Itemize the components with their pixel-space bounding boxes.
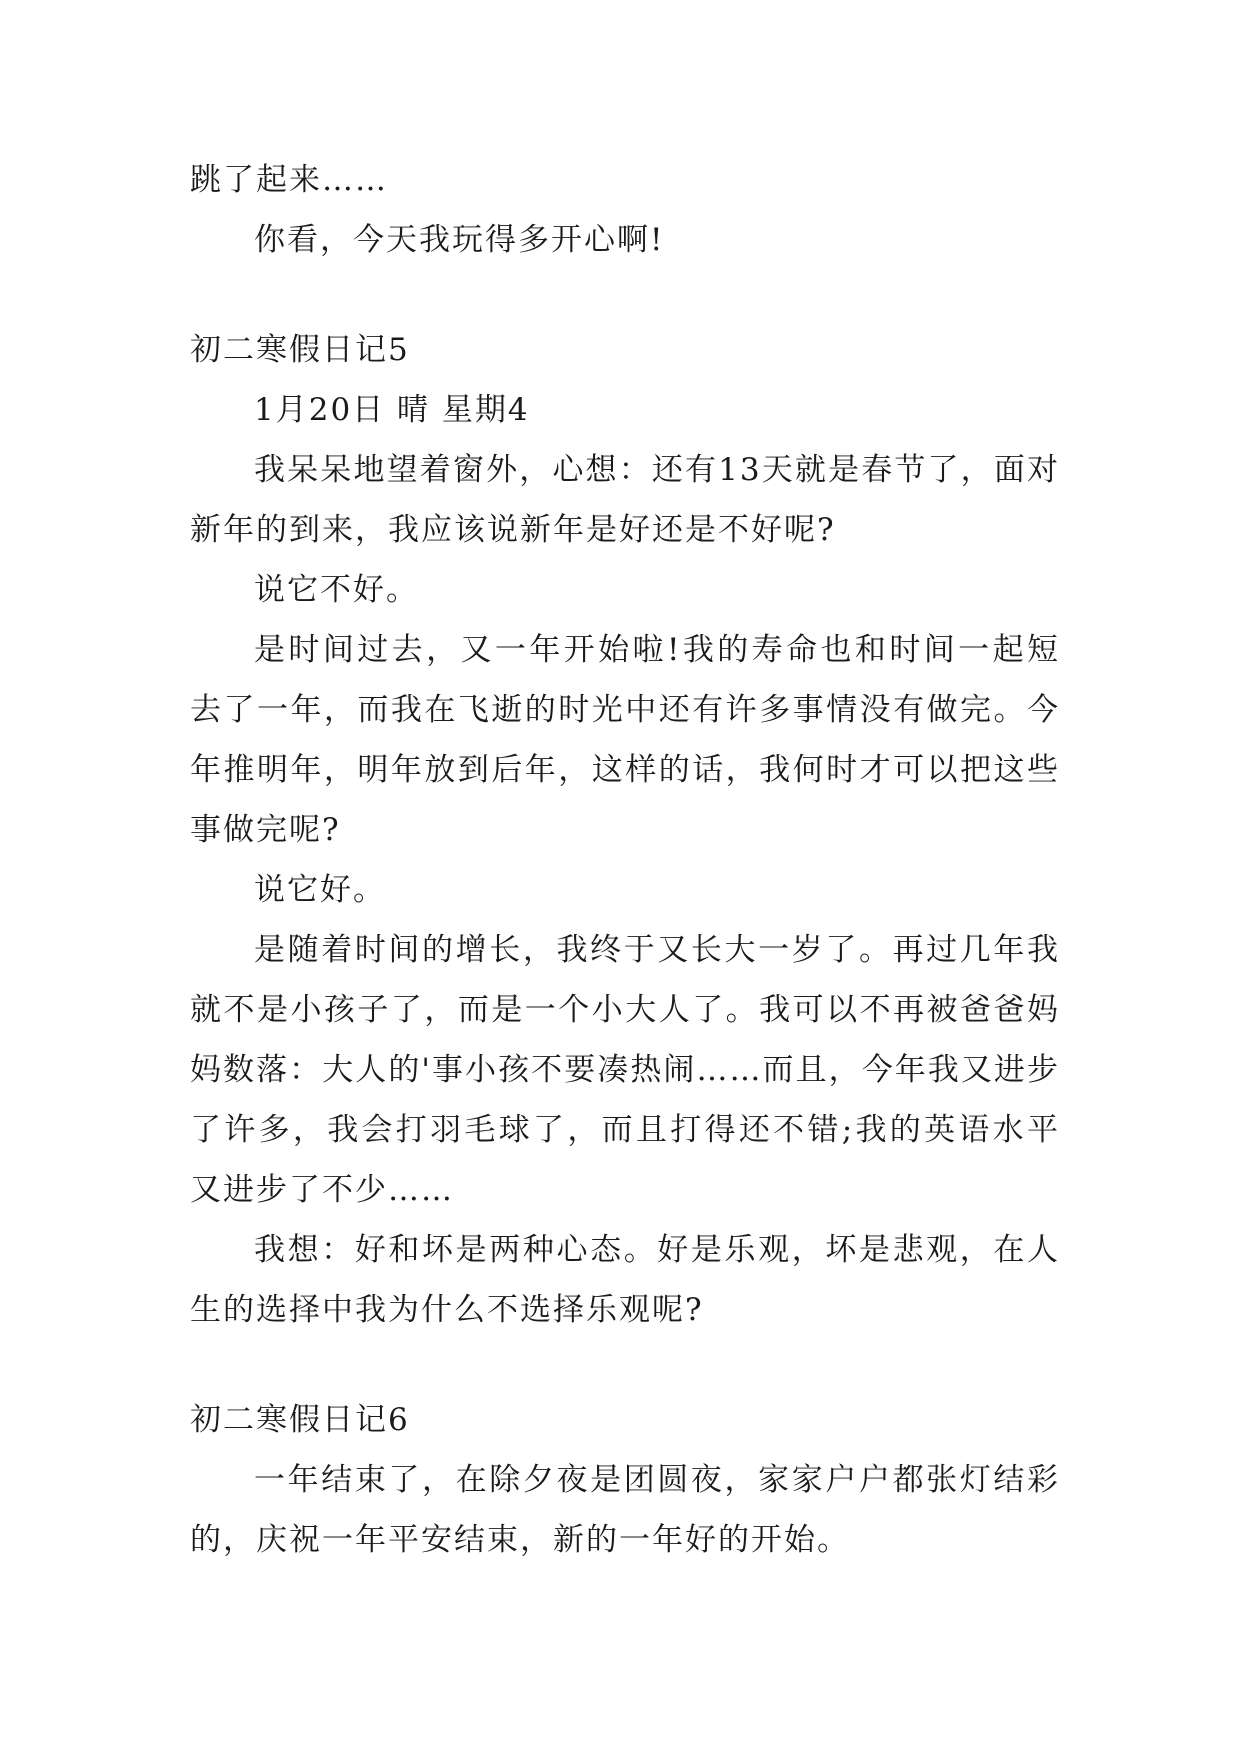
document-body — [190, 150, 1060, 1570]
paragraph: 你看，今天我玩得多开心啊! — [254, 222, 665, 258]
paragraph: 是随着时间的增长，我终于又长大一岁了。再过几年我就不是小孩子了，而是一个小大人了。我可以不再被爸爸妈妈数落：大人的'事小孩不要凑热闹……而且，今年我又进步了许多，我会打羽毛球了，而且打得还不错;我的英语水平又进步了不少…… — [190, 932, 1060, 1208]
paragraph: 我想：好和坏是两种心态。好是乐观，坏是悲观，在人生的选择中我为什么不选择乐观呢? — [190, 1232, 1060, 1328]
paragraph: 是时间过去，又一年开始啦!我的寿命也和时间一起短去了一年，而我在飞逝的时光中还有许多事情没有做完。今年推明年，明年放到后年，这样的话，我何时才可以把这些事做完呢? — [190, 632, 1060, 848]
paragraph: 说它好。 — [254, 872, 386, 908]
paragraph-continuation: 跳了起来…… — [190, 162, 388, 198]
paragraph: 我呆呆地望着窗外，心想：还有13天就是春节了，面对新年的到来，我应该说新年是好还是不好呢? — [190, 452, 1060, 548]
diary-date-line: 1月20日 晴 星期4 — [254, 392, 530, 428]
section-heading-diary-5: 初二寒假日记5 — [190, 332, 410, 368]
paragraph: 一年结束了，在除夕夜是团圆夜，家家户户都张灯结彩的，庆祝一年平安结束，新的一年好的开始。 — [190, 1462, 1060, 1558]
section-heading-diary-6: 初二寒假日记6 — [190, 1402, 410, 1438]
paragraph: 说它不好。 — [254, 572, 419, 608]
